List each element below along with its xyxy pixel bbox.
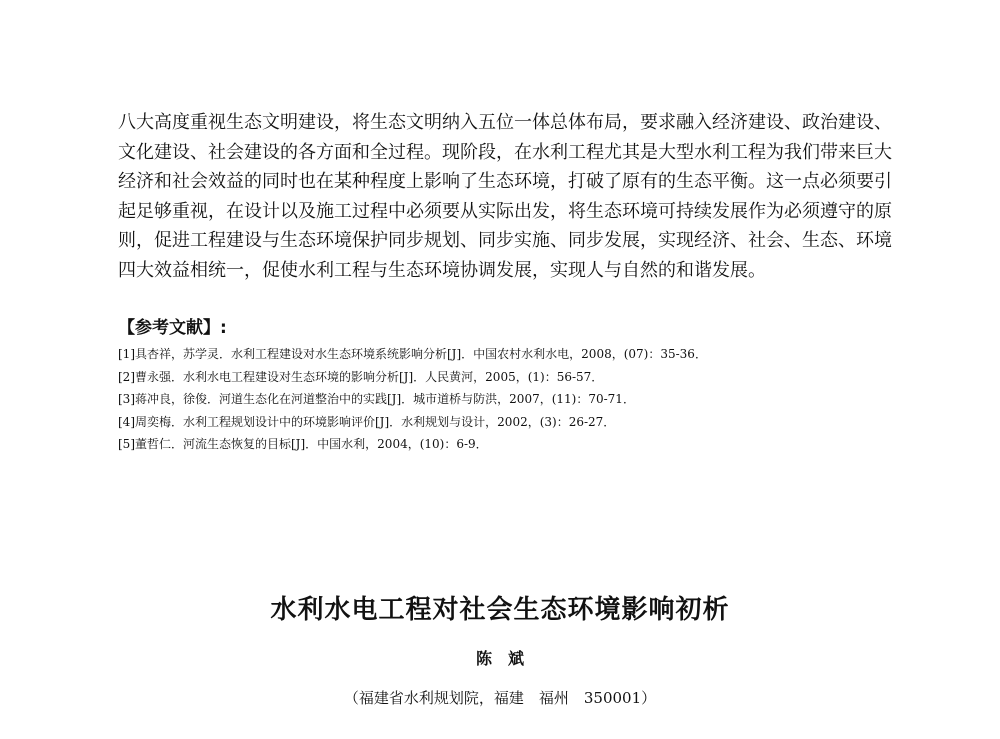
references-heading: 【参考文献】: — [118, 318, 227, 338]
reference-item: [3]蒋冲良，徐俊．河道生态化在河道整治中的实践[J]．城市道桥与防洪，2007，(11)：70-71． — [118, 392, 635, 406]
body-line: 八大高度重视生态文明建设，将生态文明纳入五位一体总体布局，要求融入经济建设、政治建设、 — [118, 112, 892, 133]
body-line: 文化建设、社会建设的各方面和全过程。现阶段，在水利工程尤其是大型水利工程为我们带来巨大 — [118, 141, 892, 163]
author-name: 陈 斌 — [475, 649, 524, 668]
article-title: 水利水电工程对社会生态环境影响初析 — [270, 595, 730, 625]
reference-item: [2]曹永强．水利水电工程建设对生态环境的影响分析[J]．人民黄河，2005，(1)：56-57． — [118, 369, 604, 384]
body-paragraph — [118, 108, 908, 285]
reference-item: [4]周奕梅．水利工程规划设计中的环境影响评价[J]．水利规划与设计，2002，(3)：26-27． — [118, 414, 616, 429]
body-line: 四大效益相统一，促使水利工程与生态环境协调发展，实现人与自然的和谐发展。 — [118, 259, 766, 281]
body-line: 经济和社会效益的同时也在某种程度上影响了生态环境，打破了原有的生态平衡。这一点必须要引 — [118, 171, 892, 192]
reference-item: [1]具杏祥，苏学灵．水利工程建设对水生态环境系统影响分析[J]．中国农村水利水电，2008，(07)：35-36． — [118, 347, 707, 361]
reference-list — [118, 343, 707, 456]
author-affiliation: （福建省水利规划院，福建 福州 350001） — [343, 689, 657, 707]
body-line: 起足够重视，在设计以及施工过程中必须要从实际出发，将生态环境可持续发展作为必须遵守的原 — [118, 200, 892, 222]
reference-item: [5]董哲仁．河流生态恢复的目标[J]．中国水利，2004，(10)：6-9． — [118, 437, 488, 451]
body-line: 则，促进工程建设与生态环境保护同步规划、同步实施、同步发展，实现经济、社会、生态、环境 — [118, 230, 892, 251]
